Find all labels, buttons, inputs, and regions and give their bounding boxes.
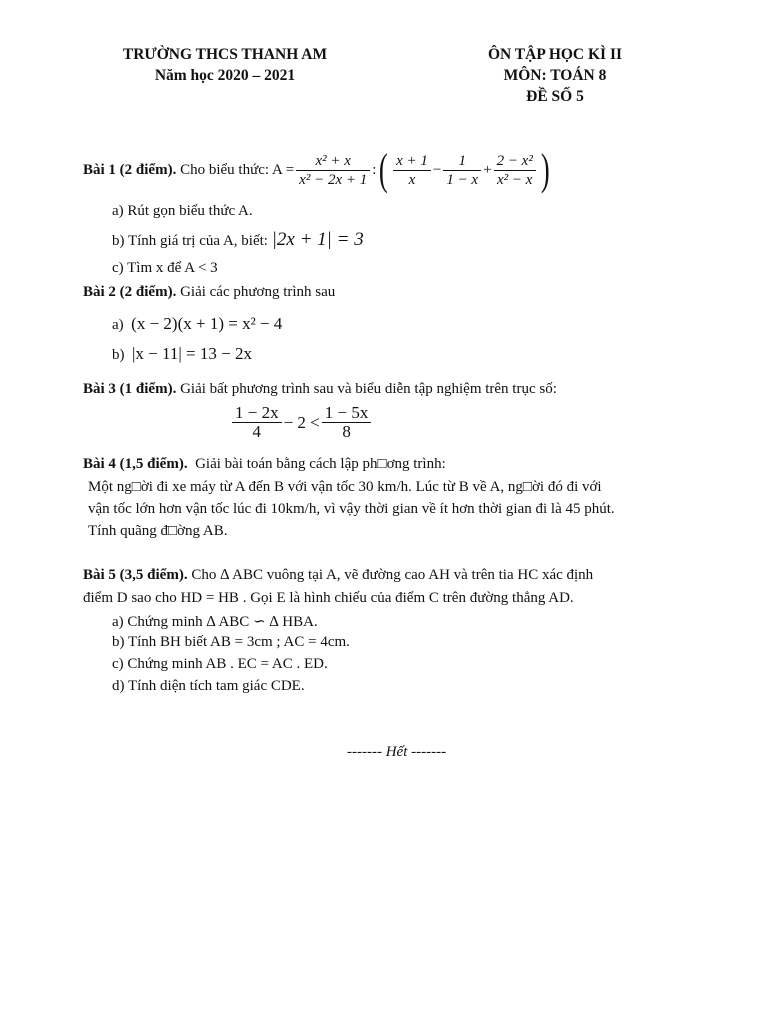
- bai1-fraction-1: [296, 152, 370, 189]
- school-header: [100, 44, 350, 86]
- bai1-f1-numerator: x² + x: [296, 152, 370, 171]
- bai2-title: Bài 2 (2 điểm).: [83, 284, 177, 300]
- bai1-f1-denominator: x² − 2x + 1: [299, 171, 368, 188]
- bai5-part-d: d) Tính diện tích tam giác CDE.: [112, 678, 305, 694]
- bai1-part-a: a) Rút gọn biểu thức A.: [112, 203, 253, 219]
- bai3-right-numerator: 1 − 5x: [322, 404, 372, 423]
- bai3-left-fraction: [232, 404, 282, 441]
- bai2-heading: [83, 284, 335, 301]
- bai1-fraction-4: [494, 152, 536, 189]
- bai4-text: Giải bài toán bằng cách lập ph□ơng trình:: [195, 456, 446, 472]
- school-year: Năm học 2020 – 2021: [154, 67, 296, 84]
- bai2-a-label: a): [112, 317, 124, 333]
- bai1-part-b: [112, 229, 364, 251]
- bai4-heading: [83, 456, 446, 473]
- bai5-heading: [83, 567, 593, 584]
- right-paren: ): [540, 145, 550, 194]
- bai4-line-1: Một ng□ời đi xe máy từ A đến B với vận tốc 30 km/h. Lúc từ B về A, ng□ời đó đi với: [88, 479, 602, 495]
- bai4-title: Bài 4 (1,5 điểm).: [83, 456, 188, 472]
- exam-number: ĐỀ SỐ 5: [526, 88, 584, 105]
- bai3-inequality: [230, 404, 373, 441]
- bai3-right-denominator: 8: [342, 422, 351, 441]
- left-paren: (: [379, 145, 389, 194]
- bai4-line-3: Tính quãng đ□ờng AB.: [88, 523, 228, 539]
- school-name: TRƯỜNG THCS THANH AM: [122, 46, 328, 63]
- bai4-line-2: vận tốc lớn hơn vận tốc lúc đi 10km/h, vì vậy thời gian về ít hơn thời gian đi là 45 phút.: [88, 501, 615, 517]
- bai1-part-c: c) Tìm x để A < 3: [112, 260, 218, 276]
- bai1-fraction-3: [443, 152, 481, 189]
- bai5-title: Bài 5 (3,5 điểm).: [83, 567, 188, 583]
- bai3-right-fraction: [322, 404, 372, 441]
- bai1-colon: :: [372, 161, 377, 178]
- end-marker: ------- Hết -------: [347, 744, 447, 760]
- bai3-heading: [83, 381, 557, 398]
- bai1-part-b-expr: |2x + 1| = 3: [271, 229, 364, 250]
- bai2-part-a: [112, 314, 282, 334]
- bai2-text: Giải các phương trình sau: [180, 284, 336, 300]
- bai5-part-b: b) Tính BH biết AB = 3cm ; AC = 4cm.: [112, 634, 350, 650]
- bai3-left-denominator: 4: [252, 422, 262, 441]
- bai3-left-numerator: 1 − 2x: [232, 404, 282, 423]
- bai1-plus: +: [483, 161, 492, 178]
- bai5-part-a: a) Chứng minh ∆ ABC ∽ ∆ HBA.: [112, 614, 318, 630]
- bai3-title: Bài 3 (1 điểm).: [83, 381, 177, 397]
- bai1-f3-denominator: 1 − x: [446, 171, 479, 188]
- exam-header: [440, 44, 670, 107]
- bai1-f4-denominator: x² − x: [496, 171, 533, 188]
- review-title: ÔN TẬP HỌC KÌ II: [487, 46, 623, 63]
- bai3-middle: − 2 <: [283, 412, 320, 432]
- bai2-part-b: [112, 344, 252, 364]
- bai1-f2-denominator: x: [408, 171, 416, 188]
- bai5-text: Cho ∆ ABC vuông tại A, vẽ đường cao AH và trên tia HC xác định: [191, 567, 594, 583]
- bai1-title: Bài 1 (2 điểm).: [83, 161, 177, 178]
- bai5-part-c: c) Chứng minh AB . EC = AC . ED.: [112, 656, 328, 672]
- bai1-f4-numerator: 2 − x²: [494, 152, 536, 171]
- bai1-minus: −: [432, 161, 442, 178]
- bai2-b-expr: |x − 11| = 13 − 2x: [132, 344, 252, 363]
- subject-title: MÔN: TOÁN 8: [503, 67, 607, 84]
- bai1-fraction-2: [393, 152, 431, 189]
- bai2-b-label: b): [112, 347, 125, 363]
- bai2-a-expr: (x − 2)(x + 1) = x² − 4: [131, 314, 283, 333]
- bai5-line-2: điểm D sao cho HD = HB . Gọi E là hình chiếu của điểm C trên đường thẳng AD.: [83, 590, 574, 606]
- bai1-f3-numerator: 1: [443, 152, 481, 171]
- bai3-text: Giải bất phương trình sau và biểu diễn tập nghiệm trên trục số:: [180, 381, 557, 397]
- bai1-intro: Cho biểu thức: A =: [180, 161, 295, 178]
- bai1-expression: [83, 146, 553, 194]
- bai1-part-b-text: b) Tính giá trị của A, biết:: [112, 233, 268, 249]
- bai1-f2-numerator: x + 1: [393, 152, 431, 171]
